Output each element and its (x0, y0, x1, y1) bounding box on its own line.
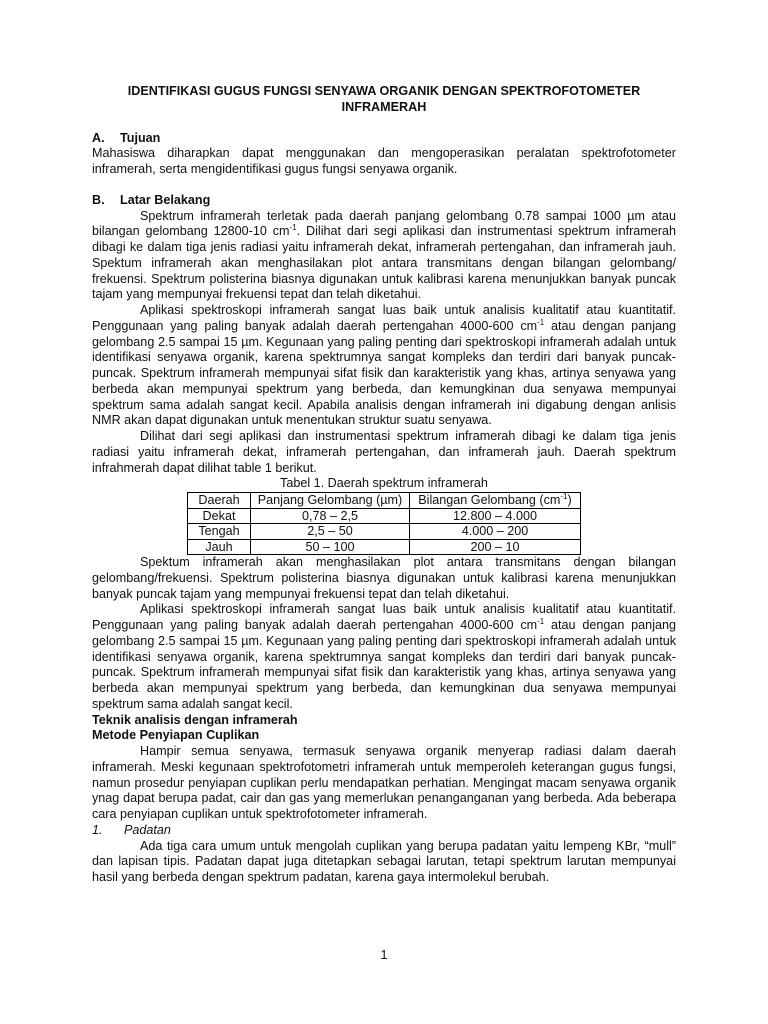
table-cell: Tengah (188, 524, 251, 540)
section-b-number: B. (92, 192, 105, 207)
heading-teknik-analisis: Teknik analisis dengan inframerah (92, 712, 298, 727)
subsection-title: Padatan (124, 822, 171, 837)
document-title: IDENTIFIKASI GUGUS FUNGSI SENYAWA ORGANIK DENGAN SPEKTROFOTOMETER INFRAMERAH (127, 84, 641, 114)
table-row (188, 539, 581, 555)
page-number: 1 (380, 948, 388, 962)
table-header-row (188, 493, 581, 509)
section-a-text: Mahasiswa diharapkan dapat menggunakan dan mengoperasikan peralatan spektrofotometer inframerah, serta mengidentifikasi gugus fungsi senyawa organik. (92, 146, 676, 176)
header-panjang-gelombang: Panjang Gelombang (µm) (251, 493, 410, 509)
paragraph-6: Hampir semua senyawa, termasuk senyawa organik menyerap radiasi dalam daerah inframerah. Meski kegunaan spektrofotometri inframerah untuk memperoleh keterangan gugus fungsi, namun prosedur penyiapan cuplikan perlu mendapatkan perhatian. Mengingat macam senyawa organik ynag dapat berupa padat, cair dan gas yang memerlukan penanganganan yang berbeda. Ada beberapa cara penyiapan cuplikan untuk spektrofotometer inframerah. (92, 744, 676, 821)
section-a-title: Tujuan (120, 130, 161, 145)
table-cell: 12.800 – 4.000 (410, 508, 581, 524)
section-b-heading (92, 193, 676, 209)
subsection-padatan-heading (92, 823, 676, 839)
table-cell: Jauh (188, 539, 251, 555)
table-row (188, 508, 581, 524)
header-daerah: Daerah (188, 493, 251, 509)
section-a-number: A. (92, 130, 105, 145)
heading-metode-penyiapan: Metode Penyiapan Cuplikan (92, 728, 260, 743)
spectrum-table (187, 492, 581, 555)
header-bilangan-gelombang: Bilangan Gelombang $(cm^{-1})$ (410, 493, 581, 509)
table-cell: 0,78 – 2,5 (251, 508, 410, 524)
table-row (188, 524, 581, 540)
table-cell: 50 – 100 (251, 539, 410, 555)
document-page (92, 84, 676, 886)
table-cell: 200 – 10 (410, 539, 581, 555)
paragraph-5: Aplikasi spektroskopi inframerah sangat luas baik untuk analisis kualitatif atau kuantitatif. Penggunaan yang paling banyak adalah daerah pertengahan 4000-600 $cm^{-1}$ atau dengan panjang gelombang 2.5 sampai 15 µm. Kegunaan yang paling penting dari spektroskopi inframerah adalah untuk identifikasi senyawa organik, karena spektrumnya sangat kompleks dan terdiri dari banyak puncak-puncak. Spektrum inframerah mempunyai sifat fisik dan karakteristik yang khas, artinya senyawa yang berbeda akan mempunyai spektrum yang berbeda, dan kemungkinan dua senyawa mempunyai spektrum sama adalah sangat kecil. (92, 602, 676, 711)
paragraph-7: Ada tiga cara umum untuk mengolah cuplikan yang berupa padatan yaitu lempeng KBr, “mull” dan lapisan tipis. Padatan dapat juga ditetapkan sebagai larutan, tetapi spektrum larutan mempunyai hasil yang berbeda dengan spektrum padatan, karena gaya intermolekul berubah. (92, 838, 676, 884)
section-b-title: Latar Belakang (120, 192, 211, 207)
paragraph-1: Spektrum inframerah terletak pada daerah panjang gelombang 0.78 sampai 1000 µm atau bilangan gelombang 12800-10 $cm^{-1}$. Dilihat dari segi aplikasi dan instrumentasi spektrum inframerah dibagi ke dalam tiga jenis radiasi yaitu inframerah dekat, inframerah pertengahan, dan inframerah jauh. Spektum inframerah akan menghasilakan plot antara transmitans dengan bilangan gelombang/ frekuensi. Spektrum polisterina biasnya digunakan untuk kalibrasi karena menunjukkan banyak puncak tajam yang mempunyai frekuensi tepat dan telah diketahui. (92, 208, 676, 302)
subsection-number: 1. (92, 822, 103, 837)
paragraph-3: Dilihat dari segi aplikasi dan instrumentasi spektrum inframerah dibagi ke dalam tiga jenis radiasi yaitu inframerah dekat, inframerah pertengahan, dan inframerah jauh. Daerah spektrum infrahmerah dapat dilihat table 1 berikut. (92, 429, 676, 475)
table-cell: 2,5 – 50 (251, 524, 410, 540)
section-a-heading (92, 131, 676, 147)
table-cell: Dekat (188, 508, 251, 524)
paragraph-2: Aplikasi spektroskopi inframerah sangat luas baik untuk analisis kualitatif atau kuantitatif. Penggunaan yang paling banyak adalah daerah pertengahan 4000-600 $cm^{-1}$ atau dengan panjang gelombang 2.5 sampai 15 µm. Kegunaan yang paling penting dari spektroskopi inframerah adalah untuk identifikasi senyawa organik, karena spektrumnya sangat kompleks dan terdiri dari banyak puncak-puncak. Spektrum inframerah mempunyai sifat fisik dan karakteristik yang khas, artinya senyawa yang berbeda akan mempunyai spektrum yang berbeda, dan kemungkinan dua senyawa mempunyai spektrum sama adalah sangat kecil. Apabila analisis dengan inframerah ini digabung dengan anlisis NMR akan dapat digunakan untuk menentukan struktur suatu senyawa. (92, 303, 676, 428)
table-cell: 4.000 – 200 (410, 524, 581, 540)
table-caption: Tabel 1. Daerah spektrum inframerah (280, 476, 488, 491)
paragraph-4: Spektum inframerah akan menghasilakan plot antara transmitans dengan bilangan gelombang/frekuensi. Spektrum polisterina biasnya digunakan untuk kalibrasi karena menunjukkan banyak puncak tajam yang mempunyai frekuensi tepat dan telah diketahui. (92, 555, 676, 601)
